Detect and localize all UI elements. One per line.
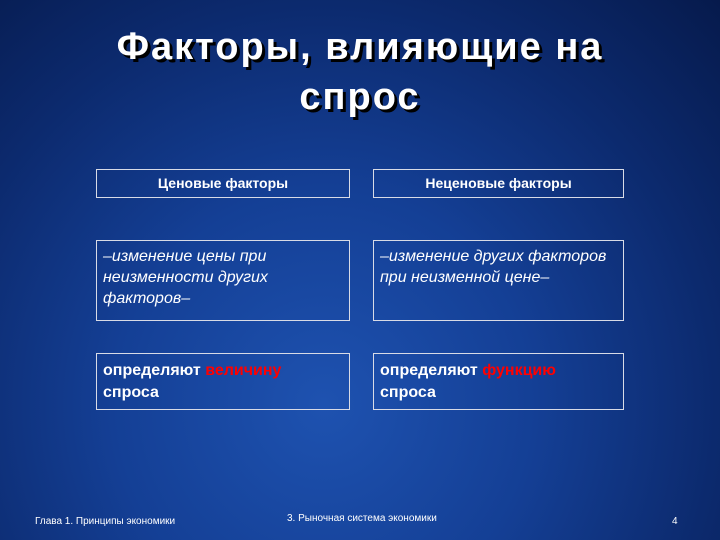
price-factors-effect <box>96 353 350 410</box>
footer-chapter: Глава 1. Принципы экономики <box>35 516 176 527</box>
price-effect-prefix: определяют <box>103 362 206 379</box>
title-line-1: Факторы, влияющие на <box>116 26 604 68</box>
slide-title <box>30 22 690 122</box>
nonprice-desc-text: изменение других факторов при неизменной цене– <box>380 248 607 286</box>
footer-section: 3. Рыночная система экономики <box>287 513 437 524</box>
nonprice-effect-prefix: определяют <box>380 362 483 379</box>
price-factors-header: Ценовые факторы <box>96 169 350 198</box>
nonprice-factors-effect <box>373 353 624 410</box>
nonprice-effect-suffix: спроса <box>380 384 436 401</box>
title-line-2: спрос <box>299 76 421 118</box>
page-number: 4 <box>672 516 678 527</box>
price-effect-highlight: величину <box>205 362 282 379</box>
price-desc-prefix: – <box>103 248 112 265</box>
nonprice-desc-prefix: – <box>380 248 389 265</box>
nonprice-effect-highlight: функцию <box>482 362 556 379</box>
price-effect-suffix: спроса <box>103 384 159 401</box>
nonprice-factors-header: Неценовые факторы <box>373 169 624 198</box>
price-desc-text: изменение цены при неизменности других факторов– <box>103 248 268 307</box>
price-factors-description <box>96 240 350 321</box>
nonprice-factors-description <box>373 240 624 321</box>
